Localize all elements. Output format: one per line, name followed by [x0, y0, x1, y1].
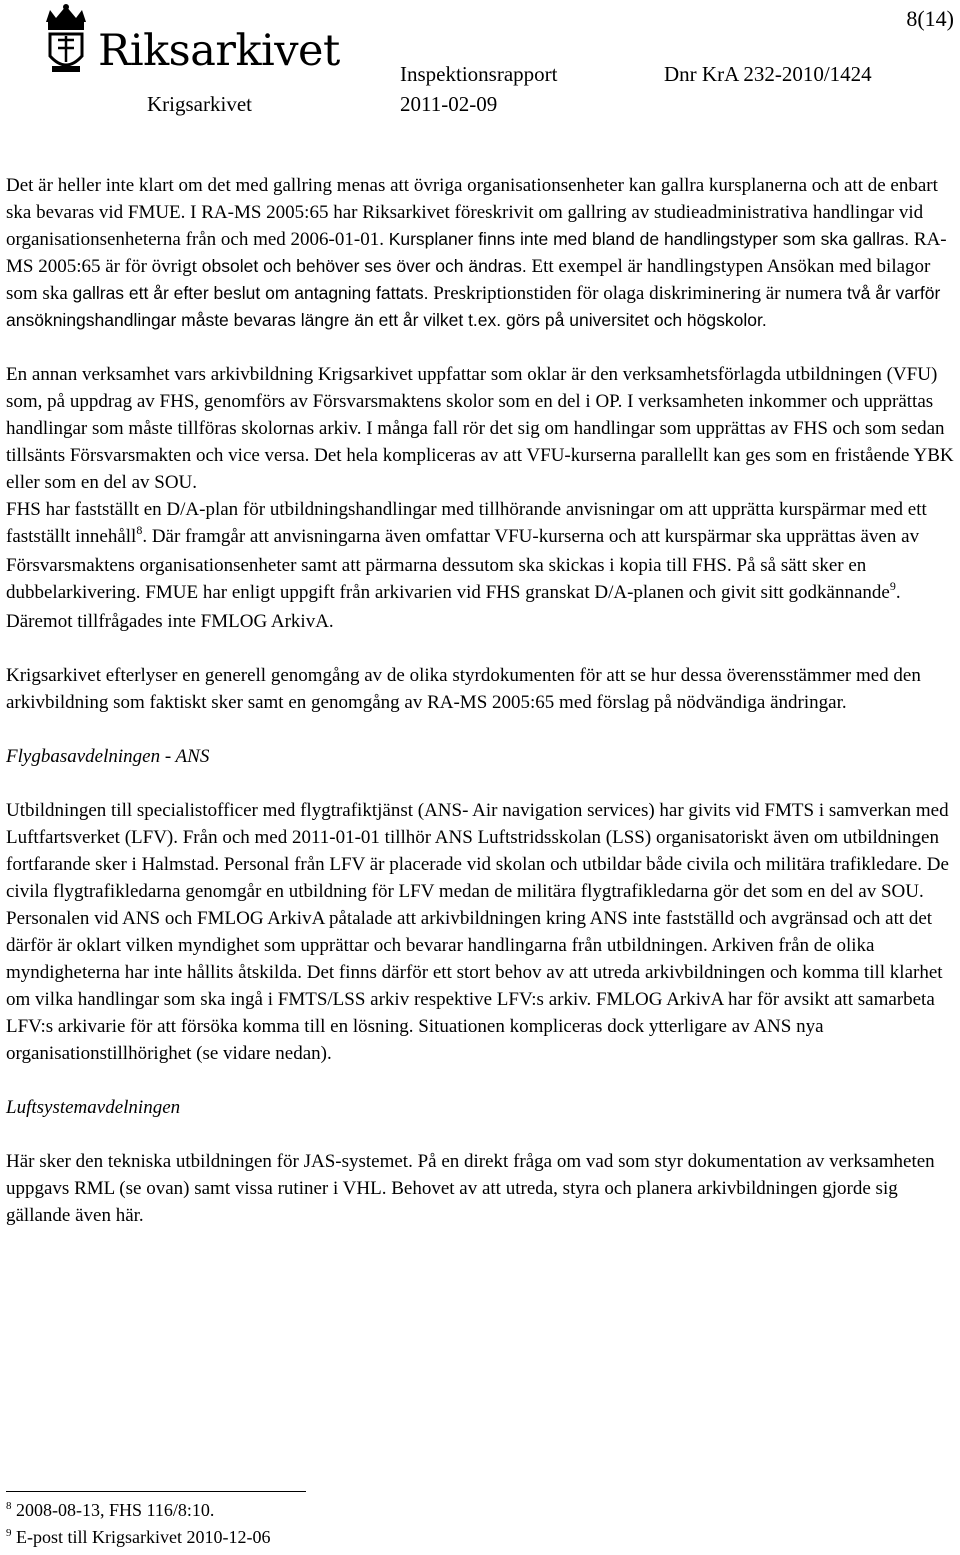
footnote-text: 2008-08-13, FHS 116/8:10. — [16, 1500, 215, 1520]
paragraph-gallring — [6, 172, 956, 334]
page-number: 8(14) — [906, 6, 954, 31]
paragraph-vfu: En annan verksamhet vars arkivbildning Krigsarkivet uppfattar som oklar är den verksamhetsförlagda utbildningen (VFU) som, på uppdrag av FHS, genomförs av Försvarsmaktens skolor som en del i OP. I verksamheten inkommer och upprättas handlingar som måste tillföras skolornas arkiv. I många fall rör det sig om handlingar som upprättas av FHS och som sedan tillsänts Försvarsmakten och vice versa. Det hela kompliceras av att VFU-kurserna parallellt kan ges som en fristående YBK eller som en del av SOU. — [6, 364, 954, 493]
department-name: Krigsarkivet — [147, 92, 252, 116]
paragraph-ans-arkiv: Personalen vid ANS och FMLOG ArkivA påtalade att arkivbildningen kring ANS inte fastställd och avgränsad och att det därför är oklart vilken myndighet som upprättar och bevarar handlingarna från utbildningen. Arkiven från de olika myndigheterna har inte hållits åtskilda. Det finns därför ett stort behov av att utreda arkivbildningen och komma till klarhet om vilka handlingar som ska ingå i FMTS/LSS arkiv respektive LFV:s arkiv. FMLOG ArkivA har för avsikt att samarbeta LFV:s arkivarie för att försöka komma till en lösning. Situationen kompliceras dock ytterligare av ANS nya organisationstillhörighet (se vidare nedan). — [6, 908, 943, 1064]
riksarkivet-logo — [36, 2, 340, 82]
footnote-ref[interactable]: 9 — [889, 579, 896, 593]
footnote-text: E-post till Krigsarkivet 2010-12-06 — [16, 1527, 271, 1547]
footnote-divider — [6, 1491, 306, 1492]
footnote-number: 9 — [6, 1527, 12, 1539]
text-run: RA-MS 2005:65 är för övrigt — [6, 229, 947, 277]
footnote — [6, 1525, 270, 1552]
footnote-number: 8 — [6, 1500, 12, 1512]
text-run: FHS har fastställt en D/A-plan för utbildningshandlingar med tillhörande anvisningar om att upprätta kurspärmar med ett fastställt innehåll — [6, 499, 927, 547]
paragraph-fhs-plan — [6, 496, 956, 635]
document-type: Inspektionsrapport — [400, 62, 558, 86]
section-heading: Luftsystemavdelningen — [6, 1097, 181, 1118]
text-run: Kursplaner finns inte med bland de handlingstyper som ska gallras. — [388, 229, 910, 249]
paragraph-styrdokument: Krigsarkivet efterlyser en generell genomgång av de olika styrdokumenten för att se hur dessa överensstämmer med den arkivbildning som faktiskt sker samt en genomgång av RA-MS 2005:65 med förslag på nödvändiga ändringar. — [6, 665, 921, 713]
text-run: två år varför ansökningshandlingar måste bevaras längre än ett år vilket t.ex. görs på universitet och högskolor. — [6, 283, 941, 330]
text-run: . Däremot tillfrågades inte FMLOG ArkivA. — [6, 582, 901, 632]
footnote — [6, 1498, 270, 1525]
paragraph-ans-utbildning: Utbildningen till specialistofficer med flygtrafiktjänst (ANS- Air navigation services) har givits vid FMTS i samverkan med Luftfartsverket (LFV). Från och med 2011-01-01 tillhör ANS Luftstridsskolan (LSS) organisatoriskt även om utbildningen fortfarande sker i Halmstad. Personal från LFV är placerade vid skolan och utbildar både civila och militära trafikledare. De civila flygtrafikledarna genomgår en utbildning för LFV medan de militära flygtrafikledarna gör det som en del av SOU. — [6, 800, 949, 902]
footnote-ref[interactable]: 8 — [136, 523, 143, 537]
text-run: Det är heller inte klart om det med gallring menas att övriga organisationsenheter kan gallra kursplanerna och att de enbart ska bevaras vid FMUE. I RA-MS 2005:65 har Riksarkivet föreskrivit om gallring av studieadministrativa handlingar vid organisationsenheterna från och med 2006-01-01. — [6, 175, 938, 250]
logo-wordmark: Riksarkivet — [98, 26, 340, 76]
text-run: obsolet och behöver ses över och ändras. — [201, 256, 527, 276]
paragraph-jas: Här sker den tekniska utbildningen för JAS-systemet. På en direkt fråga om vad som styr dokumentation av verksamheten uppgavs RML (se ovan) samt vissa rutiner i VHL. Behovet av att utreda, styra och planera arkivbildningen gjorde sig gällande även här. — [6, 1151, 935, 1226]
document-date: 2011-02-09 — [400, 92, 498, 116]
text-run: gallras ett år efter beslut om antagning fattats. — [72, 283, 429, 303]
document-reference: Dnr KrA 232-2010/1424 — [664, 62, 872, 86]
text-run: . Där framgår att anvisningarna även omfattar VFU-kurserna och att kurspärmar ska upprättas även av Försvarsmaktens organisationsenheter samt att pärmarna dessutom ska skickas i kopia till FHS. På så sätt sker en dubbelarkivering. FMUE har enligt uppgift från arkivarien vid FHS granskat D/A-planen och givit sitt godkännande — [6, 526, 920, 603]
document-body — [6, 172, 956, 1229]
section-heading: Flygbasavdelningen - ANS — [6, 746, 210, 767]
footnotes — [6, 1498, 270, 1552]
text-run: Preskriptionstiden för olaga diskriminering är numera — [433, 283, 843, 304]
crown-icon — [38, 4, 94, 78]
text-run: Ett exempel är handlingstypen Ansökan med bilagor som ska — [6, 256, 931, 304]
